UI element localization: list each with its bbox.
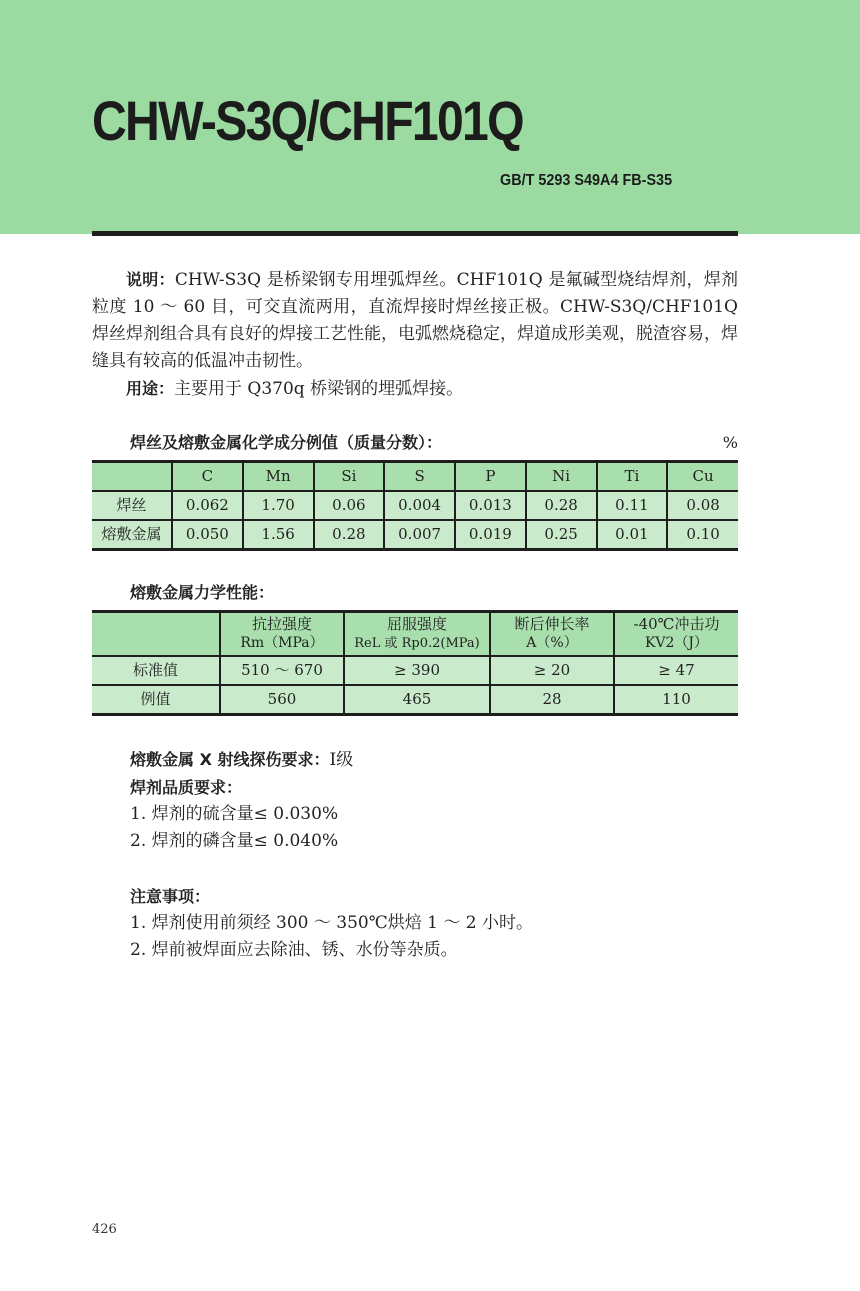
table-cell: ≥ 20: [490, 656, 614, 685]
header-line2: Rm（MPa）: [240, 635, 324, 651]
chemical-header-cell: Ti: [597, 462, 668, 492]
list-item: 1. 焊剂的硫含量≤ 0.030%: [130, 804, 339, 824]
header-line2: KV2（J）: [644, 635, 709, 651]
list-item: 2. 焊剂的磷含量≤ 0.040%: [130, 831, 339, 851]
table-cell: 熔敷金属: [92, 520, 172, 550]
header-line1: 抗拉强度: [251, 615, 312, 633]
chemical-title: [130, 429, 738, 456]
mechanical-header-row: [92, 612, 738, 657]
standard-code: GB/T 5293 S49A4 FB-S35: [500, 172, 673, 189]
header-line1: 屈服强度: [386, 615, 447, 633]
table-cell: 0.28: [526, 491, 597, 520]
header-line1: 断后伸长率: [514, 615, 590, 633]
table-cell: 0.019: [455, 520, 526, 550]
table-cell: 焊丝: [92, 491, 172, 520]
description-text: CHW-S3Q 是桥梁钢专用埋弧焊丝。CHF101Q 是氟碱型烧结焊剂，焊剂粒度 10 ～ 60 目，可交直流两用，直流焊接时焊丝接正极。CHW-S3Q/CHF101Q 焊丝焊剂组合具有良好的焊接工艺性能，电弧燃烧稳定，焊道成形美观，脱渣容易，焊缝具有较高的低温冲击韧性。: [92, 270, 738, 371]
table-cell: ≥ 390: [344, 656, 490, 685]
header-line2: A（%）: [526, 635, 578, 651]
table-cell: 0.11: [597, 491, 668, 520]
table-cell: 110: [614, 685, 738, 715]
chemical-header-cell: P: [455, 462, 526, 492]
table-cell: 465: [344, 685, 490, 715]
table-cell: 28: [490, 685, 614, 715]
description-paragraph: [92, 266, 738, 375]
page-title: CHW-S3Q/CHF101Q: [92, 89, 523, 152]
table-row: [92, 491, 738, 520]
usage-text: 主要用于 Q370q 桥梁钢的埋弧焊接。: [174, 379, 464, 399]
chemical-header-row: [92, 462, 738, 492]
notes-title: 注意事项：: [130, 887, 211, 906]
flux-quality-title: 焊剂品质要求：: [130, 778, 243, 797]
table-row: [92, 520, 738, 550]
table-row: [92, 656, 738, 685]
table-cell: 0.25: [526, 520, 597, 550]
table-row: [92, 685, 738, 715]
mechanical-header-cell: [490, 612, 614, 657]
chemical-header-cell: Mn: [243, 462, 314, 492]
table-cell: 例值: [92, 685, 220, 715]
chemical-header-cell: C: [172, 462, 243, 492]
table-cell: 1.56: [243, 520, 314, 550]
table-cell: 1.70: [243, 491, 314, 520]
table-cell: 0.004: [384, 491, 455, 520]
table-cell: 0.062: [172, 491, 243, 520]
chemical-table: [92, 460, 738, 551]
list-item: 1. 焊剂使用前须经 300 ～ 350℃烘焙 1 ～ 2 小时。: [130, 913, 533, 933]
chemical-header-cell: S: [384, 462, 455, 492]
mechanical-table: [92, 610, 738, 716]
list-item: 2. 焊前被焊面应去除油、锈、水份等杂质。: [130, 940, 458, 960]
flux-quality-list: [130, 801, 738, 855]
mechanical-title: 熔敷金属力学性能：: [130, 583, 275, 602]
table-cell: 0.01: [597, 520, 668, 550]
chemical-header-cell: [92, 462, 172, 492]
page-number: 426: [92, 1222, 117, 1237]
mechanical-header-cell: [92, 612, 220, 657]
table-cell: 0.08: [667, 491, 738, 520]
xray-label: 熔敷金属 X 射线探伤要求：: [130, 750, 330, 769]
chemical-header-cell: Si: [314, 462, 385, 492]
header-line1: -40℃冲击功: [633, 615, 720, 633]
table-cell: 标准值: [92, 656, 220, 685]
table-cell: ≥ 47: [614, 656, 738, 685]
table-cell: 0.10: [667, 520, 738, 550]
mechanical-header-cell: [344, 612, 490, 657]
chemical-header-cell: Cu: [667, 462, 738, 492]
table-cell: 560: [220, 685, 344, 715]
usage-paragraph: [92, 375, 738, 403]
notes-list: [130, 910, 738, 964]
chemical-title-text: 焊丝及熔敷金属化学成分例值（质量分数）：: [130, 433, 443, 452]
description-label: 说明：: [126, 270, 175, 289]
table-cell: 510 ～ 670: [220, 656, 344, 685]
table-cell: 0.013: [455, 491, 526, 520]
mechanical-header-cell: [220, 612, 344, 657]
mechanical-header-cell: [614, 612, 738, 657]
main-content: [92, 266, 738, 964]
chemical-header-cell: Ni: [526, 462, 597, 492]
xray-requirement: [92, 746, 738, 774]
header-divider: [92, 231, 738, 236]
table-cell: 0.28: [314, 520, 385, 550]
xray-value: Ⅰ级: [329, 750, 354, 770]
usage-label: 用途：: [126, 379, 175, 398]
chemical-unit: %: [722, 433, 738, 452]
table-cell: 0.007: [384, 520, 455, 550]
table-cell: 0.050: [172, 520, 243, 550]
header-line2: ReL 或 Rp0.2(MPa): [354, 636, 480, 651]
table-cell: 0.06: [314, 491, 385, 520]
